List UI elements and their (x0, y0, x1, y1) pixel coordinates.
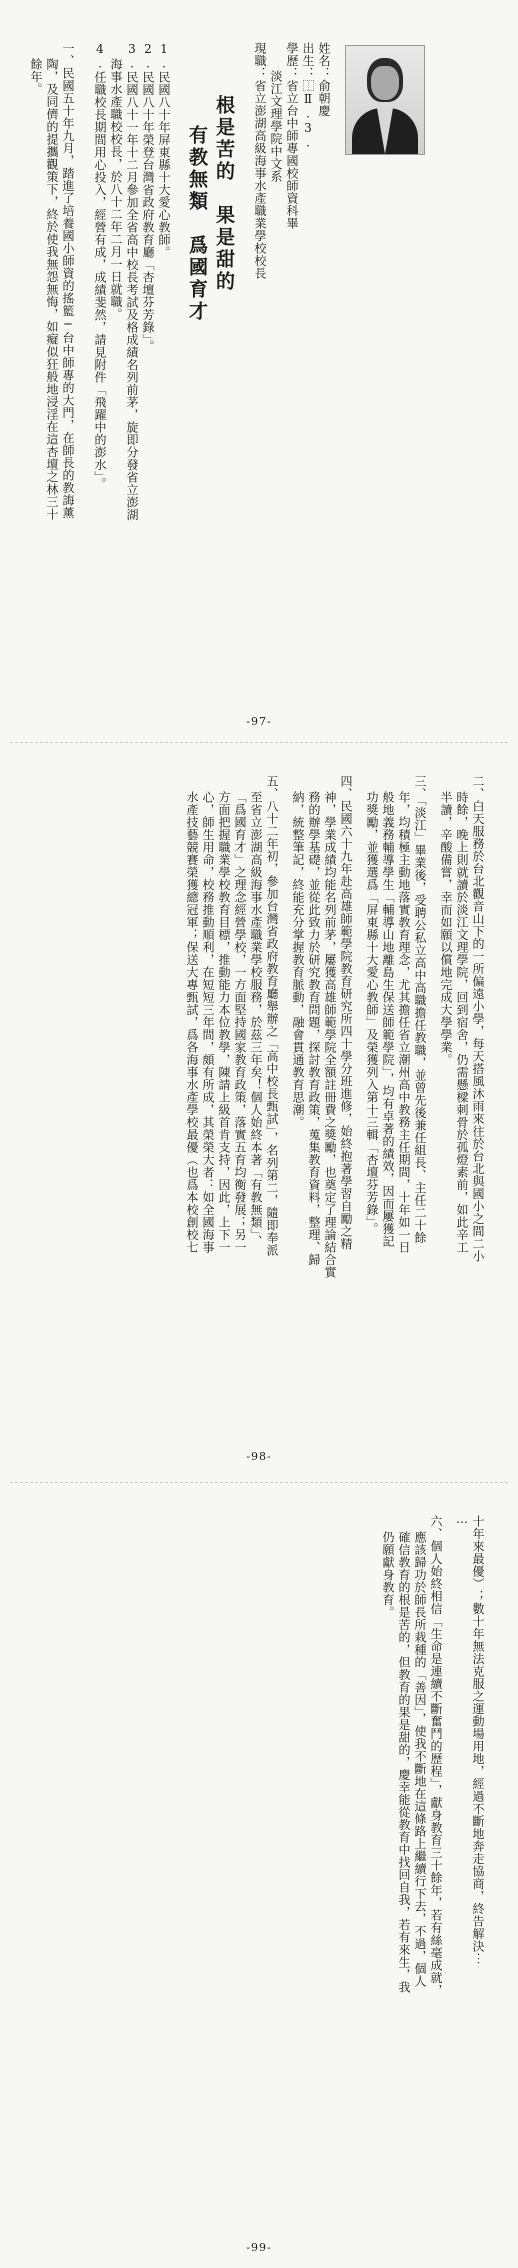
section-5-cont-2: 「爲國育才」之理念經營學校，一方面堅持國家教育政策，落實五育均衡發展；另一 (233, 791, 247, 1254)
item-3-cont: 海事水產職校校長，於八十二年二月一日就職。 (109, 58, 123, 321)
section-6: 六、個人始終相信「生命是連續不斷奮鬥的歷程」，獻身教育三十餘年，若有絲毫成就， (429, 1515, 443, 1997)
page-number-99: -99- (246, 2241, 272, 2254)
section-1-cont: 陶，及同儕的提攜觀策下，終於使我無怨無悔，如癡似狂般地浸淫在這杏壇之林三十 (45, 58, 59, 521)
section-4-cont: 神，學業成績均能名列前茅，屢獲高雄師範學院全額註冊費之獎勵，也奠定了理論結合實 (323, 791, 337, 1279)
section-1-end: 餘年。 (29, 58, 43, 96)
section-3-cont-2: 般地義務輔導學生「輔導山地離島生保送師範學院」，均有卓著的績效，因而屢獲記 (381, 791, 395, 1248)
profile-position: 現職：省立澎湖高級海事水產職業學校校長 (253, 42, 267, 280)
section-1: 一、民國五十年九月，踏進了培養國小師資的搖籃─台中師專的大門，在師長的教誨薰 (61, 42, 75, 519)
page-divider-2 (10, 1482, 508, 1483)
item-1: 1.民國八十年屏東縣十大愛心教師。 (157, 42, 171, 259)
page-97 (0, 0, 518, 740)
section-6-end: 仍願獻身教育。 (381, 1531, 395, 1619)
section-6-cont-2: 確信教育的根是苦的，但教育的果是甜的，慶幸能從教育中找回自我，若有來生，我 (397, 1531, 411, 1994)
section-5-cont-5: 水產技藝競賽榮獲總冠軍；保送大專甄試，爲各海事水產學校最優（也爲本校創校七 (185, 791, 199, 1254)
section-5-continuation-end: ⋯ (455, 1515, 469, 1530)
page-divider (10, 742, 508, 743)
portrait-face (371, 66, 399, 100)
section-4: 四、民國六十九年赴高雄師範學院教育研究所四十學分班進修，始終抱著學習自勵之精 (339, 775, 353, 1250)
item-2: 2.民國八十年榮登台灣省政府教育廳「杏壇芬芳錄」。 (141, 42, 155, 353)
item-4: 4.任職校長期間用心投入，經營有成，成績斐然，請見附件「飛躍中的澎水」。 (93, 42, 107, 490)
section-3-end: 功獎勵，並獲選爲「屏東縣十大愛心教師」及榮獲列入第十三輯「杏壇芬芳錄」。 (365, 791, 379, 1235)
profile-education-2: 淡江文理學院中文系 (269, 70, 283, 183)
section-2-cont: 時餘，晚上則就讀於淡江文理學院，回到宿舍，仍需懸樑刺骨於孤燈素前，如此辛工 (455, 791, 469, 1254)
section-2-end: 半讀，辛酸備嘗，幸而如願以償地完成大學學業。 (439, 791, 453, 1066)
section-5-continuation: 十年來最優）；數十年無法克服之運動場用地，經過不斷地奔走協商，終告解決⋯ (471, 1515, 485, 1965)
profile-name: 姓名：俞朝慶 (317, 42, 331, 117)
page-number-98: -98- (246, 1450, 272, 1463)
section-5-cont-4: 心，師生用命，校務推動順利，在短短三年間，頗有所成，其榮榮大者：如全國海事 (201, 791, 215, 1254)
section-6-cont: 應該歸功於師長所栽種的「善因」，使我不斷地在這條路上繼續行下去，不過，個人 (413, 1531, 427, 1988)
profile-education: 學歷：省立台中師專國校師資科畢 (285, 42, 299, 230)
section-4-end: 納，統整筆記，終能充分掌握教育脈動，融會貫通教育思潮。 (291, 791, 305, 1129)
page-number-97: -97- (246, 715, 272, 728)
portrait-photo (345, 45, 425, 155)
page-98 (0, 745, 518, 1480)
item-3: 3.民國八十一年十二月參加全省高中校長考試及格成績名列前茅，旋即分發省立澎湖 (125, 42, 139, 521)
section-4-cont-2: 務的辦學基礎，並從此致力於研究教育問題，探討教育政策，蒐集教育資料，整理、歸 (307, 791, 321, 1266)
article-title-2: 有教無類 爲國育才 (186, 125, 208, 323)
section-3-cont: 年，均積極主動地落實教育理念，尤其擔任省立潮州高中教務主任期間，十年如一日 (397, 791, 411, 1254)
profile-birth: 出生：⿰Ⅱ.3. (301, 42, 315, 150)
section-5-cont-3: 方面把握職業學校教育目標，推動能力本位教學，陳請上級首肯支持，因此，上下一 (217, 791, 231, 1254)
section-5: 五、八十二年初，參加台灣省政府教育廳舉辦之「高中校長甄試」，名列第二，隨即奉派 (265, 775, 279, 1257)
article-title-1: 根是苦的 果是甜的 (213, 95, 235, 293)
section-5-cont: 至省立澎湖高級海事水產職業學校服務，於茲三年矣！個人始終本著「有教無類」、 (249, 791, 263, 1248)
section-3: 三、「淡江」畢業後，受聘公私立高中高職擔任教職，並曾先後兼任組長、主任二十餘 (413, 775, 427, 1244)
section-2: 二、白天服務於台北觀音山下的一所偏遠小學，每天搭風沐雨來往於台北與國小之間二小 (471, 775, 485, 1263)
page-99 (0, 1485, 518, 2268)
